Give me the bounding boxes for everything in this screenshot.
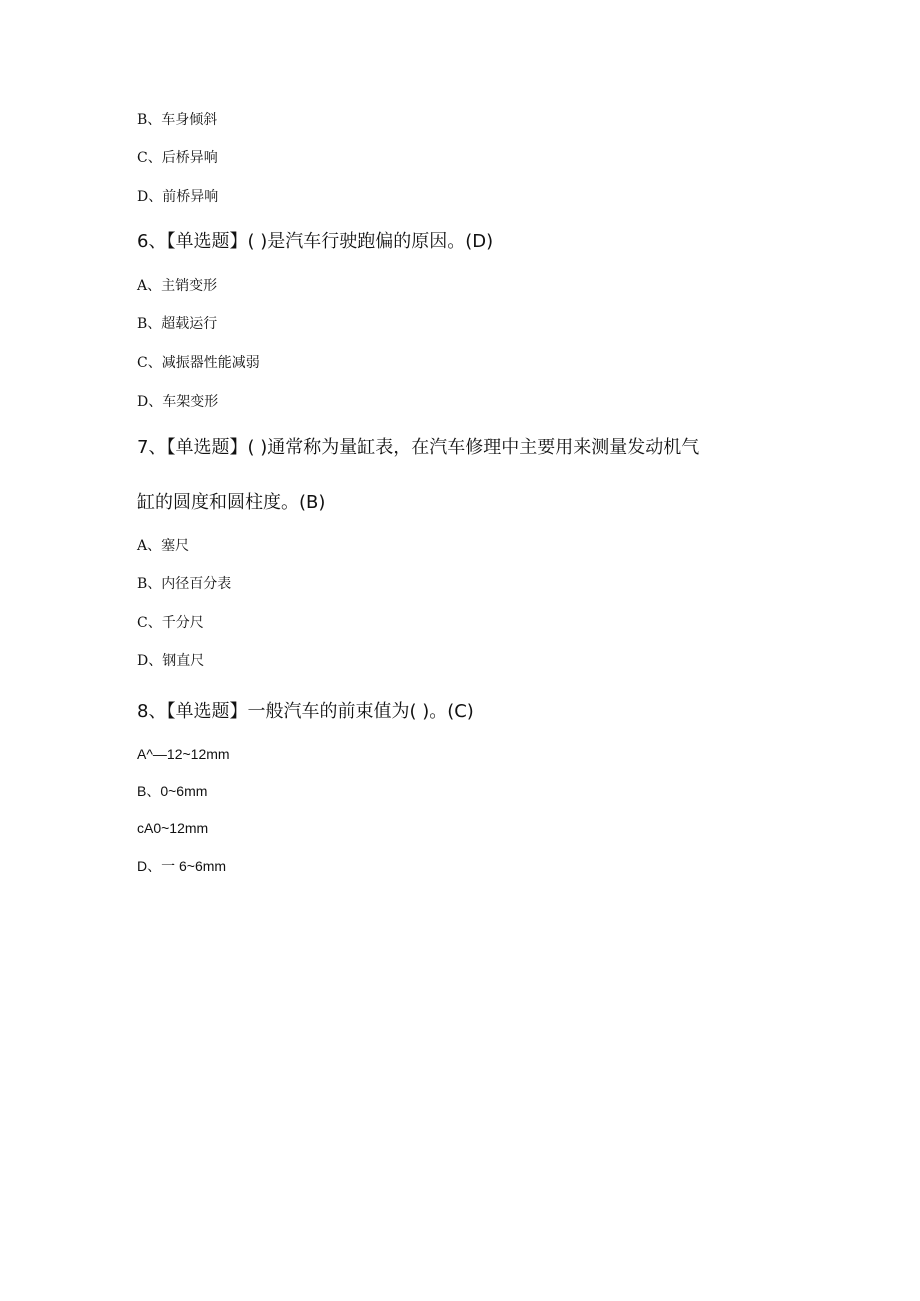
q7-stem-line2: 缸的圆度和圆柱度。(B): [137, 492, 326, 513]
q7-option-a: A、塞尺: [137, 538, 190, 554]
q7-option-b: B、内径百分表: [137, 576, 232, 592]
q8-option-a: A^—12~12mm: [137, 746, 230, 762]
q7-option-d: D、钢直尺: [137, 653, 205, 669]
q6-option-c: C、减振器性能减弱: [137, 355, 260, 371]
q7-stem-line1: 7、【单选题】( )通常称为量缸表，在汽车修理中主要用来测量发动机气: [137, 437, 700, 458]
q7-option-c: C、千分尺: [137, 615, 204, 631]
q6-option-d: D、车架变形: [137, 394, 219, 410]
q5-option-d: D、前桥异响: [137, 189, 219, 205]
q5-option-c: C、后桥异响: [137, 150, 218, 166]
q6-option-a: A、主销变形: [137, 278, 218, 294]
q6-stem: 6、【单选题】( )是汽车行驶跑偏的原因。(D): [137, 231, 494, 252]
q8-option-b: B、0~6mm: [137, 783, 208, 799]
q8-option-d: D、一 6~6mm: [137, 858, 227, 874]
q5-option-b: B、车身倾斜: [137, 112, 218, 128]
q6-option-b: B、超载运行: [137, 316, 218, 332]
q8-stem: 8、【单选题】一般汽车的前束值为( )。(C): [137, 701, 474, 722]
q8-option-c: cA0~12mm: [137, 820, 209, 836]
